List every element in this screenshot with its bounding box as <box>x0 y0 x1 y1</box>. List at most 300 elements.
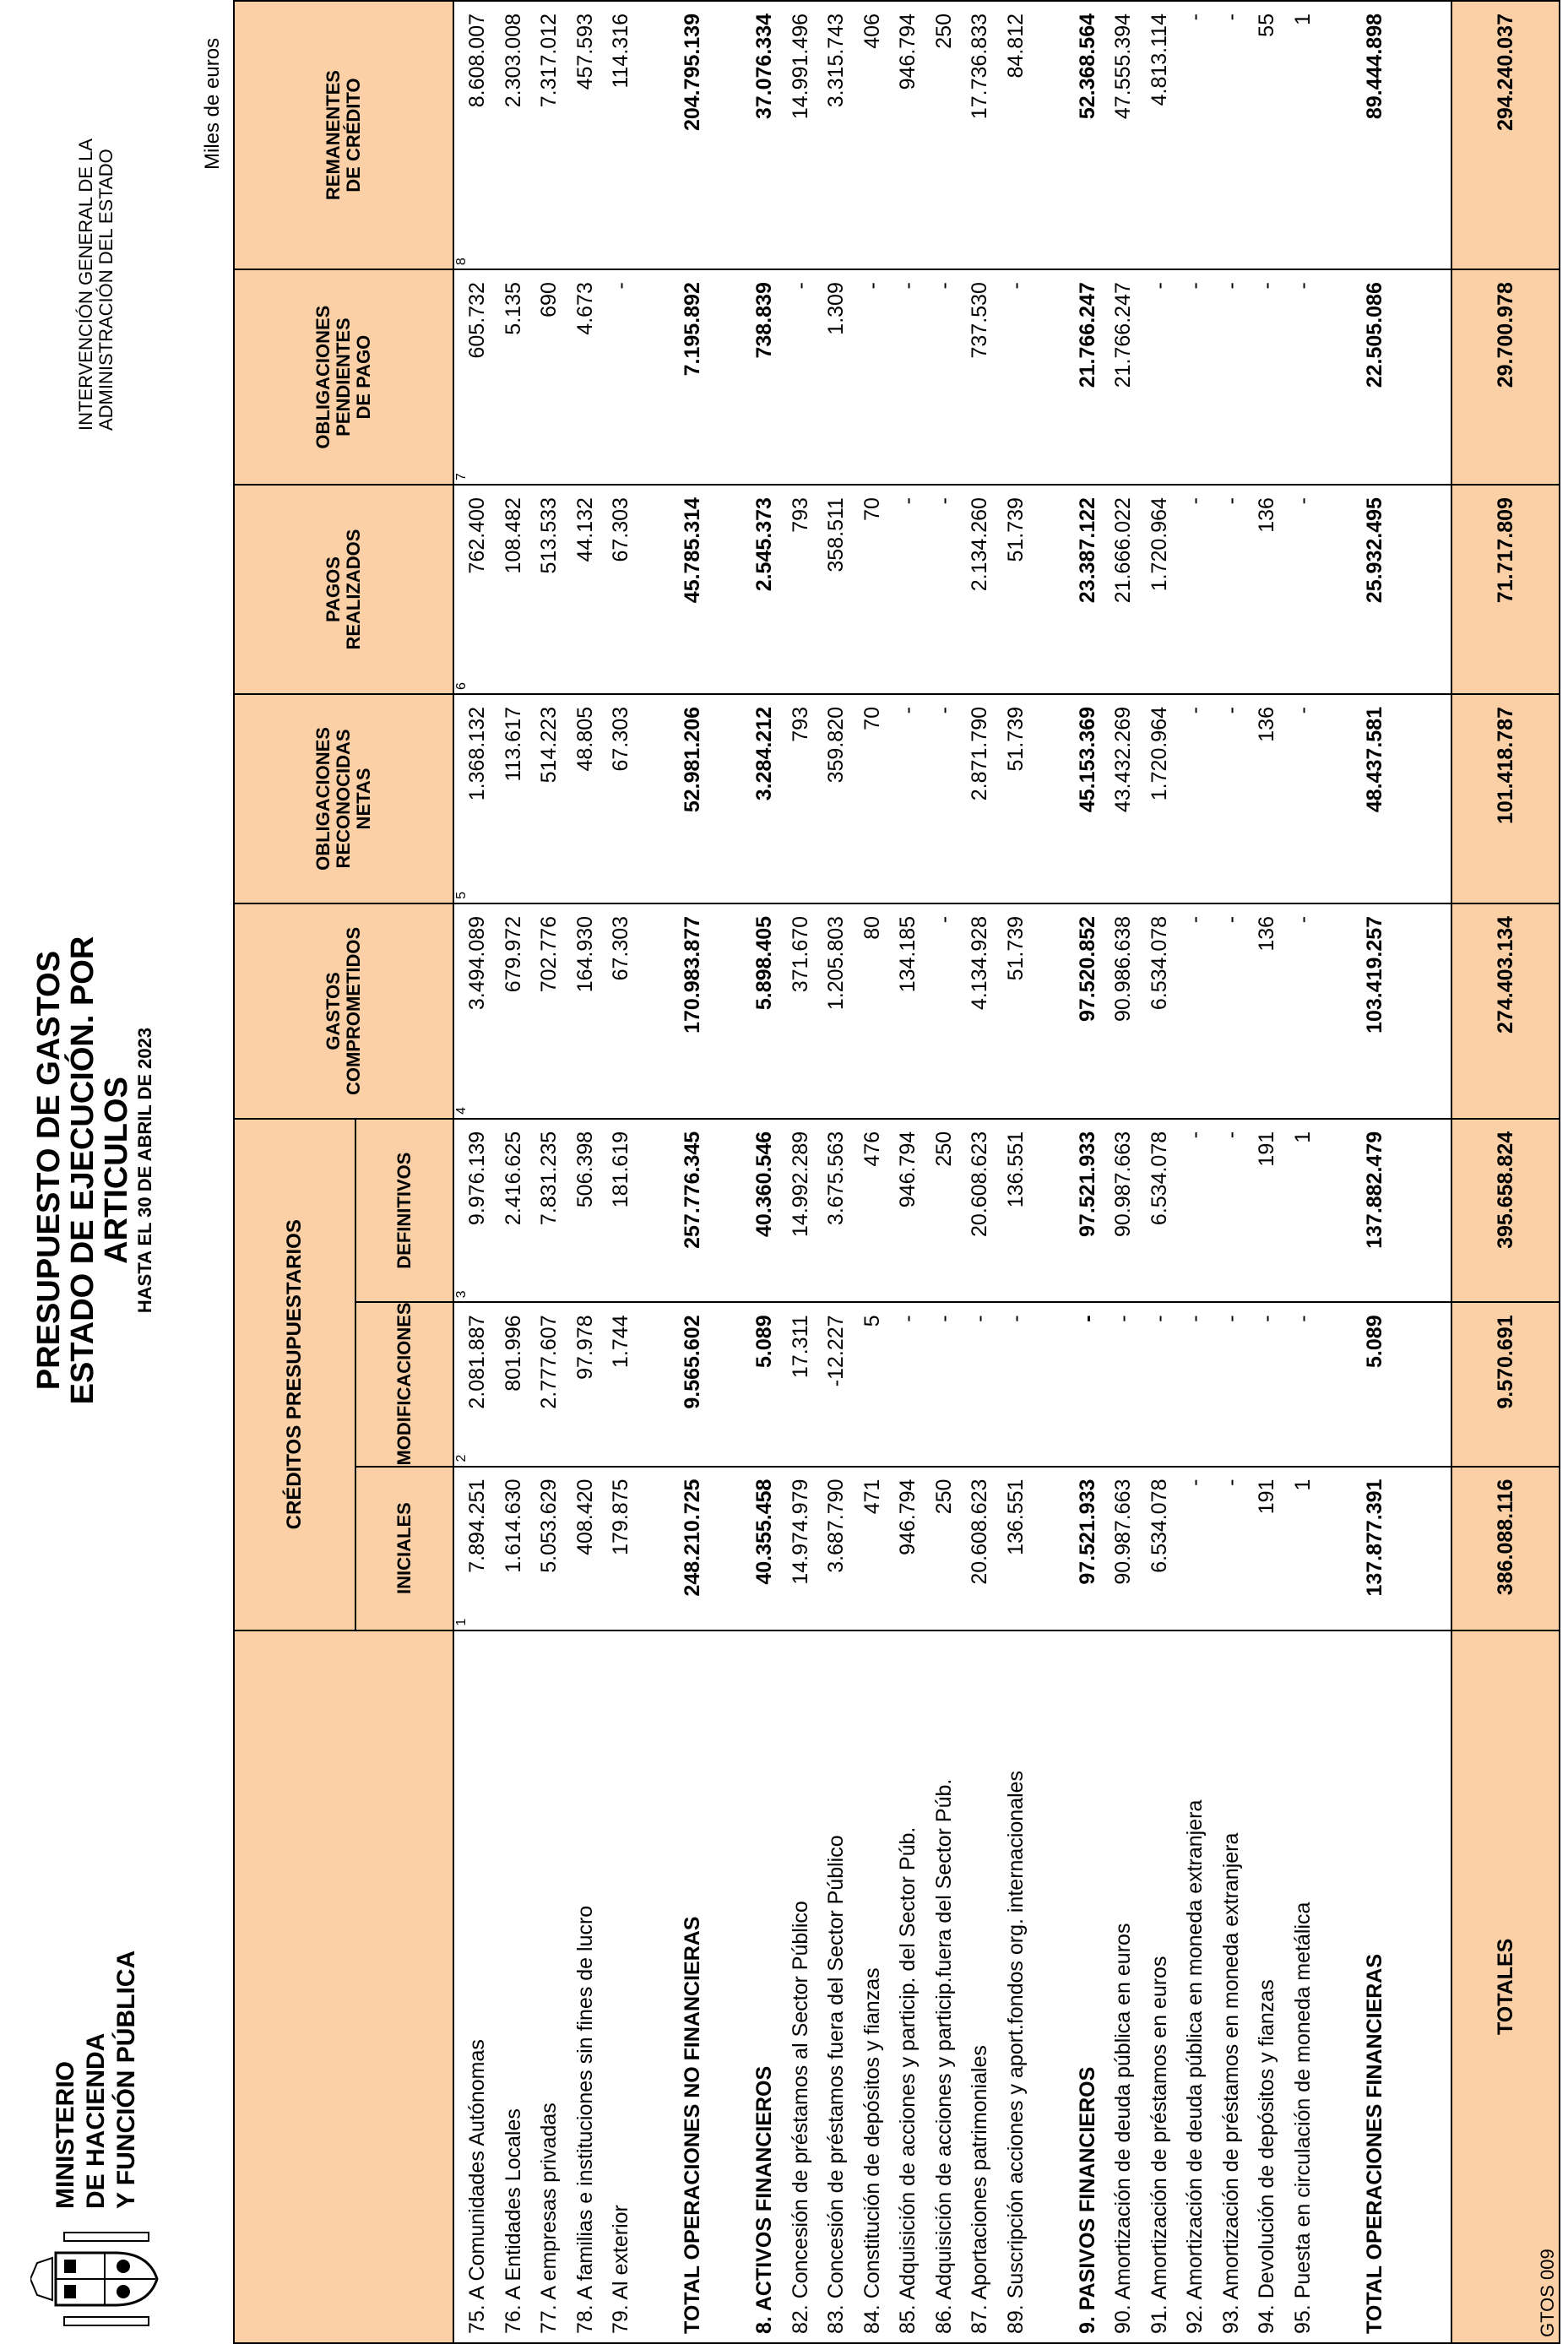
row-value: 45.785.314 <box>681 497 704 604</box>
row-value: - <box>1290 1315 1315 1322</box>
row-value: 136.551 <box>1003 1131 1028 1208</box>
row-value: 70 <box>860 707 884 730</box>
col-comprometidos <box>453 903 1451 1119</box>
row-value: - <box>1218 282 1243 290</box>
row-value: 2.081.887 <box>465 1315 489 1409</box>
title-line-1: PRESUPUESTO DE GASTOS <box>31 950 67 1391</box>
col-modificaciones <box>453 1302 1451 1466</box>
row-value: 67.303 <box>609 497 632 562</box>
row-spacer <box>711 1131 747 1290</box>
row-label: 76. A Entidades Locales <box>501 2108 525 2334</box>
row-value: 5.089 <box>752 1315 776 1368</box>
row-value: - <box>896 1315 920 1322</box>
row-label: 92. Amortización de deuda pública en moneda extranjera <box>1183 1799 1207 2334</box>
row-value: 3.315.743 <box>824 14 848 108</box>
coat-of-arms-icon <box>30 2229 162 2329</box>
row-value: 250 <box>931 1479 956 1515</box>
row-value: 7.195.892 <box>681 282 704 377</box>
row-value: 4.813.114 <box>1147 14 1171 106</box>
row-value: 5.053.629 <box>537 1479 561 1573</box>
row-value: 3.687.790 <box>824 1479 848 1573</box>
col-iniciales <box>453 1467 1451 1630</box>
header-remanentes-line-1: REMANENTES <box>323 70 344 201</box>
row-label: 89. Suscripción acciones y aport.fondos org. internacionales <box>1003 1770 1028 2334</box>
row-value: 191 <box>1255 1479 1278 1515</box>
row-value: 9.565.602 <box>681 1315 704 1409</box>
igae-line-1: INTERVENCIÓN GENERAL DE LA <box>75 138 96 431</box>
row-value: 6.534.078 <box>1147 1479 1171 1573</box>
header-pagos <box>234 485 453 694</box>
header-description-cell <box>234 1630 453 2343</box>
row-value: 2.416.625 <box>501 1131 525 1226</box>
row-value: 457.593 <box>572 14 597 90</box>
col-definitivos <box>453 1119 1451 1303</box>
row-value: - <box>931 1315 956 1322</box>
row-value: 103.419.257 <box>1362 915 1386 1034</box>
row-value: 406 <box>860 14 884 49</box>
row-value: - <box>1290 497 1315 505</box>
row-value: - <box>1111 1315 1135 1322</box>
row-spacer <box>639 14 675 257</box>
row-value: 17.311 <box>788 1315 812 1379</box>
row-value: 9.976.139 <box>465 1131 489 1226</box>
row-value: 257.776.345 <box>681 1131 704 1249</box>
row-spacer <box>1321 1479 1357 1618</box>
row-value: 946.794 <box>896 1131 920 1208</box>
row-value: 690 <box>537 282 561 317</box>
total-pendientes: 29.700.978 <box>1451 269 1560 485</box>
row-value: 45.153.369 <box>1075 707 1099 813</box>
row-value: 136 <box>1255 497 1278 533</box>
row-value: 471 <box>860 1479 884 1515</box>
row-spacer <box>639 1131 675 1290</box>
total-comprometidos: 274.403.134 <box>1451 903 1560 1119</box>
row-value: 52.981.206 <box>681 707 704 813</box>
row-spacer <box>1034 282 1070 472</box>
row-value: 164.930 <box>572 915 597 993</box>
row-value: 134.185 <box>896 915 920 993</box>
row-value: 2.777.607 <box>537 1315 561 1409</box>
description-column <box>453 1630 1451 2343</box>
row-value: - <box>1147 1315 1171 1322</box>
row-value: 1.720.964 <box>1147 497 1171 592</box>
row-spacer <box>639 282 675 472</box>
row-value: - <box>1183 1131 1207 1139</box>
row-value: 25.932.495 <box>1362 497 1386 604</box>
row-label: 85. Adquisición de acciones y particip. del Sector Púb. <box>896 1826 920 2334</box>
row-value: 5 <box>860 1315 884 1327</box>
igae-line-2: ADMINISTRACIÓN DEL ESTADO <box>95 149 117 431</box>
col-number: 8 <box>454 258 469 266</box>
header-comprometidos <box>234 903 453 1119</box>
col-number: 3 <box>454 1290 469 1299</box>
row-value: - <box>1290 915 1315 924</box>
row-value: 702.776 <box>537 915 561 993</box>
row-value: 3.675.563 <box>824 1131 848 1226</box>
row-label: TOTAL OPERACIONES FINANCIERAS <box>1362 1953 1386 2334</box>
row-spacer <box>639 1315 675 1453</box>
ministry-name <box>51 1951 142 2209</box>
row-value: 5.898.405 <box>752 915 776 1011</box>
budget-table-wrapper <box>233 0 1560 2344</box>
row-label: 87. Aportaciones patrimoniales <box>968 2045 991 2334</box>
row-value: - <box>1218 1131 1243 1139</box>
row-value: - <box>931 915 956 924</box>
col-number: 6 <box>454 682 469 690</box>
row-label: 77. A empresas privadas <box>537 2103 561 2334</box>
row-value: - <box>1183 707 1207 714</box>
row-value: - <box>860 282 884 290</box>
row-value: - <box>1003 1315 1028 1322</box>
row-value: 21.766.247 <box>1075 282 1099 388</box>
row-value: 1.205.803 <box>824 915 848 1011</box>
row-value: 136.551 <box>1003 1479 1028 1555</box>
header-creditos-group: CRÉDITOS PRESUPUESTARIOS <box>234 1119 355 1630</box>
row-value: 679.972 <box>501 915 525 993</box>
row-spacer <box>711 916 747 1106</box>
header-definitivos: DEFINITIVOS <box>355 1119 453 1303</box>
row-label: 78. A familias e instituciones sin fines de lucro <box>572 1905 597 2334</box>
row-value: 2.545.373 <box>752 497 776 592</box>
row-value: - <box>1218 707 1243 714</box>
row-value: 204.795.139 <box>681 14 704 132</box>
row-value: 20.608.623 <box>968 1131 991 1237</box>
header-pagos-line-2: REALIZADOS <box>343 529 364 650</box>
igae-label <box>76 34 117 431</box>
total-remanentes: 294.240.037 <box>1451 1 1560 269</box>
row-value: 136 <box>1255 707 1278 742</box>
row-value: 1 <box>1290 14 1315 25</box>
header-reconocidas-line-2: RECONOCIDAS <box>333 729 354 869</box>
header-reconocidas <box>234 694 453 903</box>
row-value: 67.303 <box>609 915 632 981</box>
row-value: 52.368.564 <box>1075 14 1099 120</box>
row-value: 84.812 <box>1003 14 1028 79</box>
row-value: 5.135 <box>501 282 525 335</box>
header-reconocidas-line-1: OBLIGACIONES <box>312 727 334 871</box>
total-iniciales: 386.088.116 <box>1451 1467 1560 1630</box>
row-value: 793 <box>788 497 812 533</box>
row-spacer <box>1321 497 1357 681</box>
row-value: 114.316 <box>609 14 632 89</box>
row-value: - <box>896 707 920 714</box>
row-spacer <box>711 1640 747 2334</box>
row-label: 95. Puesta en circulación de moneda metálica <box>1290 1902 1315 2334</box>
row-value: 1.309 <box>824 282 848 335</box>
row-spacer <box>1321 282 1357 472</box>
row-spacer <box>711 497 747 681</box>
row-value: 762.400 <box>465 497 489 574</box>
header-reconocidas-line-3: NETAS <box>353 768 374 830</box>
row-spacer <box>711 14 747 257</box>
row-value: - <box>968 1315 991 1322</box>
row-value: 7.894.251 <box>465 1479 489 1573</box>
row-value: - <box>1183 14 1207 21</box>
footer-code: GTOS 009 <box>1537 2249 1558 2337</box>
row-value: 108.482 <box>501 497 525 574</box>
row-value: 90.987.663 <box>1111 1131 1135 1237</box>
row-value: 793 <box>788 707 812 742</box>
row-value: 51.739 <box>1003 497 1028 562</box>
row-spacer <box>1321 14 1357 257</box>
row-value: 4.673 <box>572 282 597 335</box>
header-remanentes-line-2: DE CRÉDITO <box>343 78 364 193</box>
row-spacer <box>1321 1131 1357 1290</box>
row-spacer <box>1034 497 1070 681</box>
row-spacer <box>1034 1131 1070 1290</box>
row-value: 97.978 <box>572 1315 597 1380</box>
row-value: 1.744 <box>609 1315 632 1368</box>
row-value: 738.839 <box>752 282 776 359</box>
col-reconocidas <box>453 694 1451 903</box>
row-value: - <box>1290 707 1315 714</box>
row-value: 44.132 <box>572 497 597 562</box>
row-spacer <box>711 1315 747 1453</box>
header-comprometidos-line-1: GASTOS <box>323 972 344 1050</box>
row-value: - <box>931 707 956 714</box>
row-value: 6.534.078 <box>1147 915 1171 1011</box>
total-modificaciones: 9.570.691 <box>1451 1302 1560 1466</box>
row-value: 137.877.391 <box>1362 1479 1386 1597</box>
row-value: 359.820 <box>824 707 848 784</box>
row-value: - <box>609 282 632 290</box>
row-spacer <box>711 1479 747 1618</box>
total-definitivos: 395.658.824 <box>1451 1119 1560 1303</box>
row-value: 17.736.833 <box>968 14 991 120</box>
row-value: 2.303.008 <box>501 14 525 108</box>
row-value: 51.739 <box>1003 915 1028 981</box>
row-value: - <box>1075 1315 1099 1322</box>
row-value: 89.444.898 <box>1362 14 1386 120</box>
row-value: 3.494.089 <box>465 915 489 1011</box>
row-spacer <box>1034 707 1070 891</box>
row-value: 7.317.012 <box>537 14 561 108</box>
totals-label: TOTALES <box>1451 1630 1560 2343</box>
row-value: - <box>1255 1315 1278 1322</box>
row-label: 84. Constitución de depósitos y fianzas <box>860 1967 884 2334</box>
row-value: - <box>1218 1479 1243 1486</box>
row-value: 40.360.546 <box>752 1131 776 1237</box>
row-label: 79. Al exterior <box>609 2205 632 2334</box>
row-spacer <box>639 707 675 891</box>
header-pendientes-line-2: PENDIENTES <box>333 317 354 437</box>
budget-table <box>233 0 1560 2344</box>
row-value: 605.732 <box>465 282 489 359</box>
row-label: 90. Amortización de deuda pública en euros <box>1111 1923 1135 2334</box>
row-value: - <box>931 282 956 290</box>
col-pendientes <box>453 269 1451 485</box>
row-spacer <box>1034 1315 1070 1453</box>
total-pagos: 71.717.809 <box>1451 485 1560 694</box>
row-value: 40.355.458 <box>752 1479 776 1585</box>
row-value: 5.089 <box>1362 1315 1386 1368</box>
row-value: 6.534.078 <box>1147 1131 1171 1226</box>
row-value: -12.227 <box>824 1315 848 1387</box>
header-remanentes <box>234 1 453 269</box>
row-value: - <box>1183 282 1207 290</box>
row-value: - <box>1218 1315 1243 1322</box>
row-value: 136 <box>1255 915 1278 952</box>
title-line-2: ESTADO DE EJECUCIÓN. POR ARTICULOS <box>65 936 134 1405</box>
ministry-line-3: Y FUNCIÓN PÚBLICA <box>112 1950 140 2209</box>
col-remanentes <box>453 1 1451 269</box>
row-value: 371.670 <box>788 915 812 993</box>
row-value: 179.875 <box>609 1479 632 1555</box>
row-value: 47.555.394 <box>1111 14 1135 120</box>
row-value: 97.521.933 <box>1075 1479 1099 1585</box>
row-value: 191 <box>1255 1131 1278 1167</box>
row-value: 1.614.630 <box>501 1479 525 1573</box>
row-value: 946.794 <box>896 1479 920 1555</box>
header-pendientes <box>234 269 453 485</box>
row-spacer <box>1321 707 1357 891</box>
row-spacer <box>639 1479 675 1618</box>
row-label: 83. Concesión de préstamos fuera del Sector Público <box>824 1835 848 2334</box>
row-spacer <box>1034 916 1070 1106</box>
row-value: 250 <box>931 1131 956 1167</box>
row-value: - <box>1183 1479 1207 1486</box>
row-value: - <box>1218 497 1243 505</box>
row-value: 2.871.790 <box>968 707 991 801</box>
row-value: 170.983.877 <box>681 915 704 1034</box>
row-value: - <box>1290 282 1315 290</box>
row-value: 22.505.086 <box>1362 282 1386 388</box>
row-value: 97.521.933 <box>1075 1131 1099 1237</box>
row-spacer <box>711 282 747 472</box>
row-value: 506.398 <box>572 1131 597 1208</box>
row-value: - <box>788 282 812 290</box>
row-value: 1 <box>1290 1479 1315 1491</box>
row-value: 137.882.479 <box>1362 1131 1386 1249</box>
row-value: - <box>1218 14 1243 21</box>
row-spacer <box>1034 1479 1070 1618</box>
row-label: 86. Adquisición de acciones y particip.fuera del Sector Púb. <box>931 1778 956 2334</box>
col-number: 2 <box>454 1454 469 1462</box>
row-spacer <box>1034 14 1070 257</box>
row-value: 514.223 <box>537 707 561 784</box>
col-number: 5 <box>454 892 469 899</box>
row-spacer <box>1321 1640 1357 2334</box>
row-value: 181.619 <box>609 1131 632 1208</box>
row-value: 97.520.852 <box>1075 915 1099 1023</box>
row-value: - <box>1183 1315 1207 1322</box>
row-value: 3.284.212 <box>752 707 776 801</box>
row-value: 23.387.122 <box>1075 497 1099 604</box>
row-value: 21.666.022 <box>1111 497 1135 604</box>
total-reconocidas: 101.418.787 <box>1451 694 1560 903</box>
header-modificaciones: MODIFICACIONES <box>355 1302 453 1466</box>
row-value: 4.134.928 <box>968 915 991 1011</box>
row-value: 55 <box>1255 14 1278 37</box>
row-value: - <box>1003 282 1028 290</box>
row-value: 14.992.289 <box>788 1131 812 1237</box>
row-value: - <box>1255 282 1278 290</box>
header-pendientes-line-1: OBLIGACIONES <box>312 305 334 449</box>
header-pendientes-line-3: DE PAGO <box>353 334 374 420</box>
row-value: 946.794 <box>896 14 920 90</box>
row-value: 1.368.132 <box>465 707 489 801</box>
row-value: 250 <box>931 14 956 49</box>
row-value: 43.432.269 <box>1111 707 1135 813</box>
row-value: 37.076.334 <box>752 14 776 120</box>
row-value: 358.511 <box>824 497 848 572</box>
row-value: 48.805 <box>572 707 597 772</box>
col-pagos <box>453 485 1451 694</box>
row-value: 70 <box>860 497 884 521</box>
row-value: 737.530 <box>968 282 991 359</box>
row-label: 91. Amortización de préstamos en euros <box>1147 1956 1171 2334</box>
header-pagos-line-1: PAGOS <box>323 556 344 622</box>
header-iniciales: INICIALES <box>355 1467 453 1630</box>
row-spacer <box>639 916 675 1106</box>
row-value: 7.831.235 <box>537 1131 561 1226</box>
row-spacer <box>1321 916 1357 1106</box>
row-spacer <box>1321 1315 1357 1453</box>
header-comprometidos-line-2: COMPROMETIDOS <box>343 926 364 1096</box>
row-label: 75. A Comunidades Autónomas <box>465 2039 489 2334</box>
row-value: 2.134.260 <box>968 497 991 592</box>
row-value: 408.420 <box>572 1479 597 1555</box>
row-spacer <box>1034 1640 1070 2334</box>
row-value: 513.533 <box>537 497 561 574</box>
row-value: - <box>1147 282 1171 290</box>
row-value: 476 <box>860 1131 884 1167</box>
row-label: TOTAL OPERACIONES NO FINANCIERAS <box>681 1916 704 2334</box>
row-value: 51.739 <box>1003 707 1028 772</box>
report-title <box>32 841 157 1500</box>
row-value: - <box>1183 915 1207 924</box>
row-value: 90.986.638 <box>1111 915 1135 1023</box>
row-value: - <box>1183 497 1207 505</box>
row-value: - <box>896 497 920 505</box>
row-value: 80 <box>860 915 884 940</box>
row-value: 90.987.663 <box>1111 1479 1135 1585</box>
row-value: 14.991.496 <box>788 14 812 120</box>
row-spacer <box>639 497 675 681</box>
ministry-line-2: DE HACIENDA <box>82 2032 110 2209</box>
row-value: 1 <box>1290 1131 1315 1143</box>
row-label: 8. ACTIVOS FINANCIEROS <box>752 2065 776 2334</box>
ministry-line-1: MINISTERIO <box>52 2060 79 2209</box>
row-spacer <box>711 707 747 891</box>
row-value: - <box>1218 915 1243 924</box>
row-value: 21.766.247 <box>1111 282 1135 388</box>
row-label: 9. PASIVOS FINANCIEROS <box>1075 2066 1099 2334</box>
title-line-3: HASTA EL 30 DE ABRIL DE 2023 <box>134 1027 155 1314</box>
col-number: 4 <box>454 1106 469 1115</box>
row-spacer <box>639 1640 675 2334</box>
units-label: Miles de euros <box>201 37 224 170</box>
row-value: 1.720.964 <box>1147 707 1171 801</box>
row-value: 20.608.623 <box>968 1479 991 1585</box>
row-value: 248.210.725 <box>681 1479 704 1597</box>
row-label: 93. Amortización de préstamos en moneda extranjera <box>1218 1832 1243 2334</box>
row-label: 82. Concesión de préstamos al Sector Público <box>788 1901 812 2334</box>
body-row <box>453 1 1451 2343</box>
row-value: - <box>931 497 956 505</box>
row-value: 8.608.007 <box>465 14 489 108</box>
row-label: 94. Devolución de depósitos y fianzas <box>1255 1979 1278 2334</box>
col-number: 1 <box>454 1618 469 1626</box>
row-value: 14.974.979 <box>788 1479 812 1585</box>
row-value: 67.303 <box>609 707 632 772</box>
row-value: - <box>896 282 920 290</box>
totals-row <box>1451 1 1560 2343</box>
row-value: 801.996 <box>501 1315 525 1392</box>
row-value: 48.437.581 <box>1362 707 1386 813</box>
col-number: 7 <box>454 473 469 481</box>
row-value: 113.617 <box>501 707 525 782</box>
